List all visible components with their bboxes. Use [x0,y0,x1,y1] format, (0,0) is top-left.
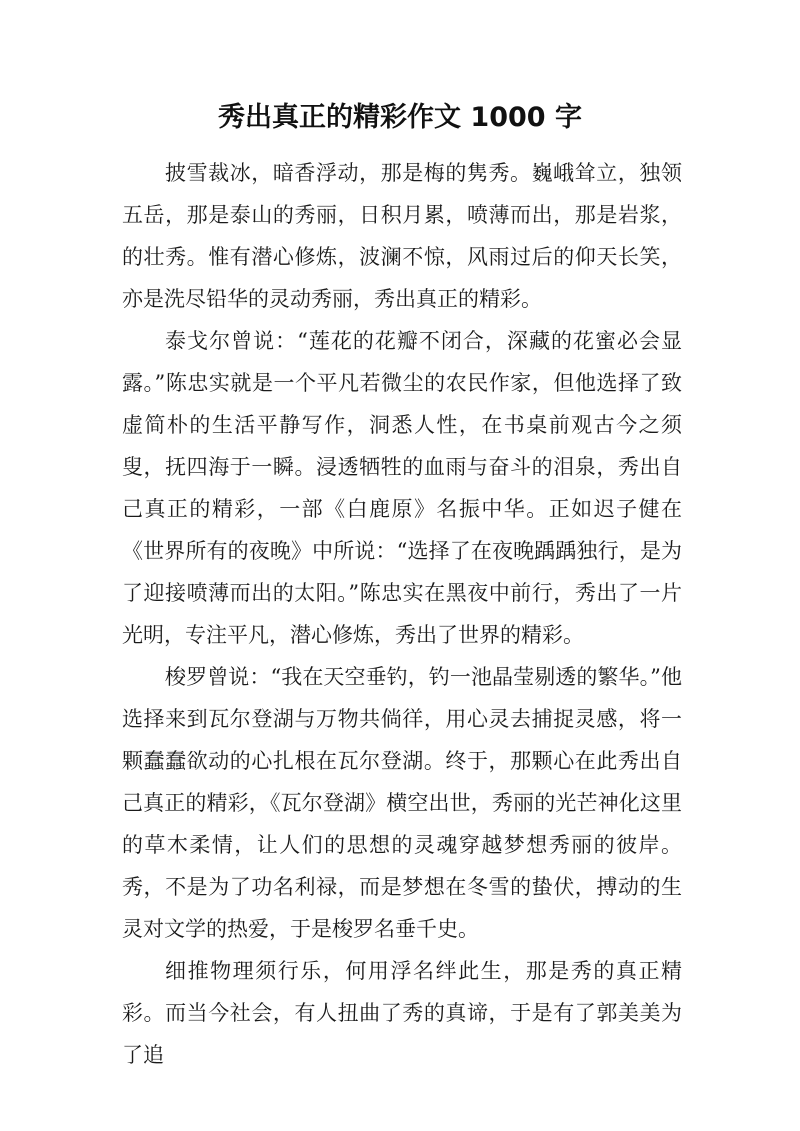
essay-body [122,152,682,1076]
paragraph: 披雪裁冰，暗香浮动，那是梅的隽秀。巍峨耸立，独领五岳，那是泰山的秀丽，日积月累，喷薄而出，那是岩浆，的壮秀。惟有潜心修炼，波澜不惊，风雨过后的仰天长笑，亦是洗尽铅华的灵动秀丽，秀出真正的精彩。 [122,161,682,311]
page-title: 秀出真正的精彩作文 1000 字 [218,102,582,133]
paragraph: 细推物理须行乐，何用浮名绊此生，那是秀的真正精彩。而当今社会，有人扭曲了秀的真谛，于是有了郭美美为了追 [122,959,682,1067]
paragraph: 泰戈尔曾说：“莲花的花瓣不闭合，深藏的花蜜必会显露。”陈忠实就是一个平凡若微尘的农民作家，但他选择了致虚简朴的生活平静写作，洞悉人性，在书桌前观古今之须叟，抚四海于一瞬。浸透牺牲的血雨与奋斗的泪泉，秀出自己真正的精彩，一部《白鹿原》名振中华。正如迟子健在《世界所有的夜晚》中所说：“选择了在夜晚踽踽独行，是为了迎接喷薄而出的太阳。”陈忠实在黑夜中前行，秀出了一片光明，专注平凡，潜心修炼，秀出了世界的精彩。 [122,329,682,647]
paragraph: 梭罗曾说：“我在天空垂钓，钓一池晶莹剔透的繁华。”他选择来到瓦尔登湖与万物共倘徉，用心灵去捕捉灵感，将一颗蠢蠢欲动的心扎根在瓦尔登湖。终于，那颗心在此秀出自己真正的精彩，《瓦尔登湖》横空出世，秀丽的光芒神化这里的草木柔情，让人们的思想的灵魂穿越梦想秀丽的彼岸。秀，不是为了功名利禄，而是梦想在冬雪的蛰伏，搏动的生灵对文学的热爱，于是梭罗名垂千史。 [122,665,682,941]
